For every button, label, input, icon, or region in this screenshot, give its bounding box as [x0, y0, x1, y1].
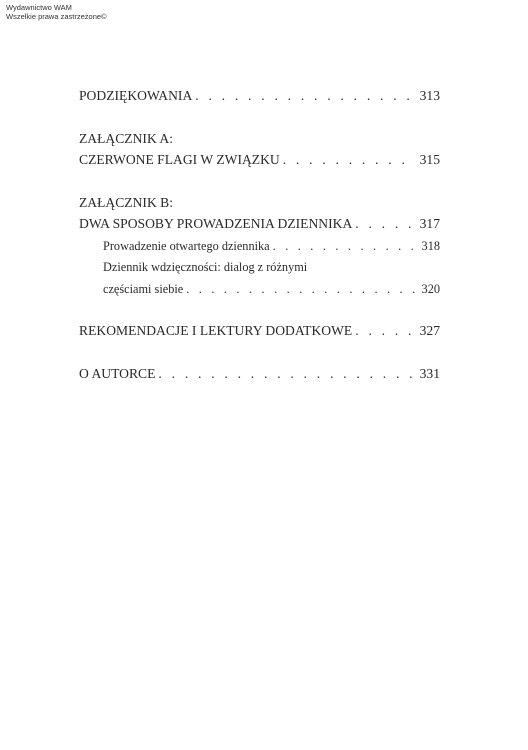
toc-entry-page: 327 [419, 323, 440, 338]
toc-entry-title: CZERWONE FLAGI W ZWIĄZKU [79, 152, 280, 167]
dot-leader [158, 366, 415, 382]
toc-entry-title: częściami siebie [103, 282, 184, 296]
toc-entry-title: DWA SPOSOBY PROWADZENIA DZIENNIKA [79, 216, 353, 231]
toc-entry-page: 315 [419, 152, 440, 167]
publisher-name: Wydawnictwo WAM [6, 3, 72, 12]
toc-entry-title: Prowadzenie otwartego dziennika [103, 239, 270, 253]
dot-leader [355, 216, 415, 232]
toc-entry-page: 313 [419, 88, 440, 103]
publisher-header [6, 3, 107, 21]
toc-entry-dwa-sposoby[interactable] [79, 216, 440, 232]
toc-entry-page: 331 [419, 366, 440, 381]
toc-section-heading-a: ZAŁĄCZNIK A: [79, 131, 174, 146]
dot-leader [283, 152, 415, 168]
dot-leader [186, 281, 415, 297]
dot-leader [273, 238, 415, 254]
toc-entry-title: REKOMENDACJE I LEKTURY DODATKOWE [79, 323, 353, 338]
toc-subentry-otwarty-dziennik[interactable] [103, 238, 440, 254]
dot-leader [195, 88, 415, 104]
toc-entry-czerwone-flagi[interactable] [79, 152, 440, 168]
toc-entry-o-autorce[interactable] [79, 366, 440, 382]
toc-entry-page: 320 [421, 282, 440, 296]
toc-entry-page: 318 [421, 239, 440, 253]
copyright-notice: Wszelkie prawa zastrzeżone© [6, 12, 107, 21]
toc-subentry-title-line1[interactable]: Dziennik wdzięczności: dialog z różnymi [103, 260, 308, 274]
toc-entry-rekomendacje[interactable] [79, 323, 440, 339]
toc-entry-podziekowania[interactable] [79, 88, 440, 104]
toc-section-heading-b: ZAŁĄCZNIK B: [79, 195, 174, 210]
toc-entry-title: O AUTORCE [79, 366, 156, 381]
dot-leader [355, 323, 415, 339]
toc-entry-page: 317 [419, 216, 440, 231]
toc-subentry-dziennik-wdziecznosci[interactable] [103, 281, 440, 297]
toc-entry-title: PODZIĘKOWANIA [79, 88, 193, 103]
